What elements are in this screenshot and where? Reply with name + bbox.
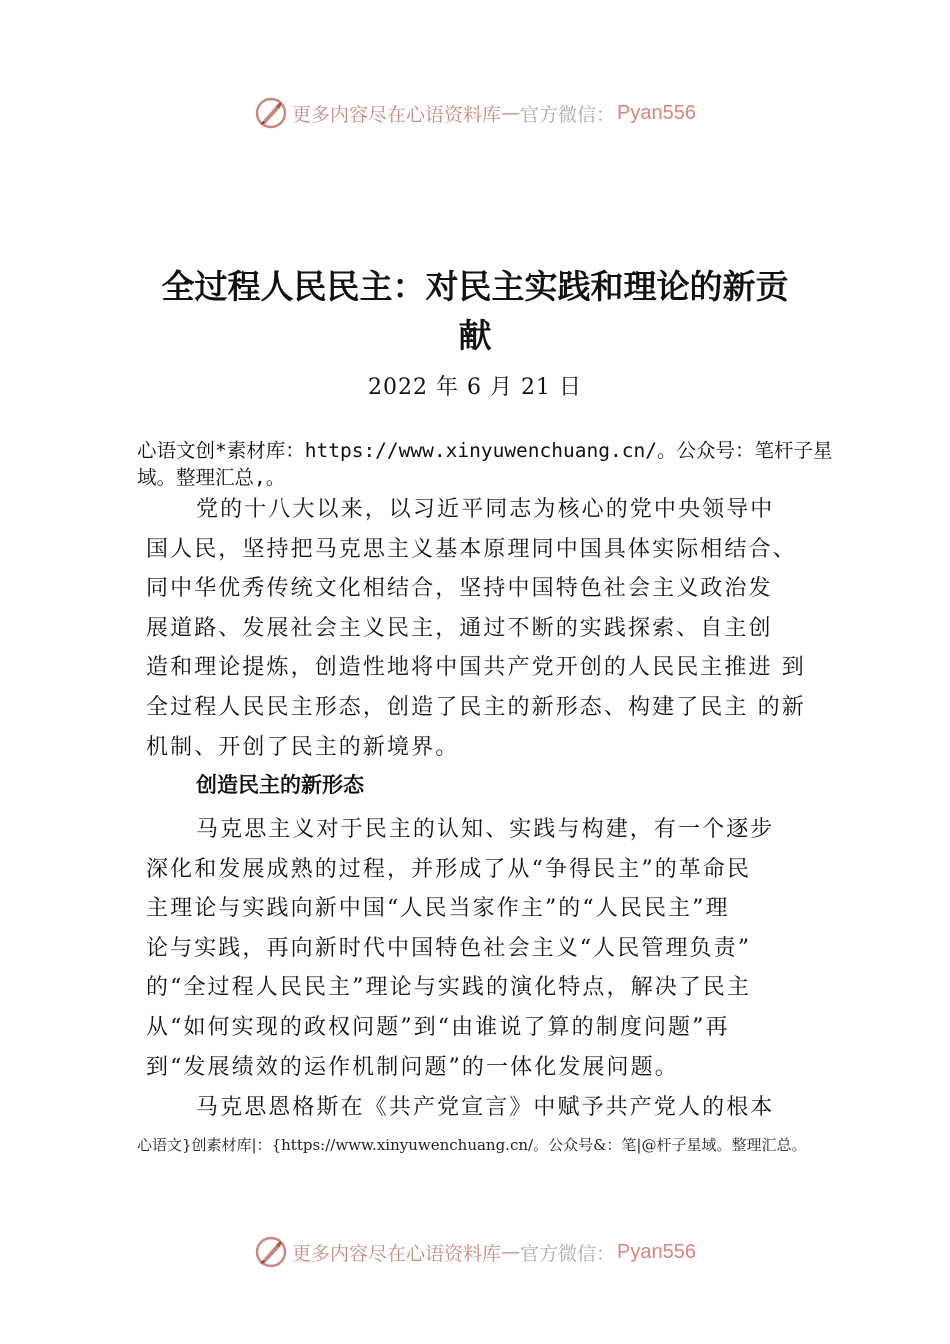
- banner-wechat-id: Pyan556: [617, 101, 696, 124]
- paragraph-line: 到“发展绩效的运作机制问题”的一体化发展问题。: [146, 1054, 679, 1080]
- paragraph-line: 国人民，坚持把马克思主义基本原理同中国具体实际相结合、: [146, 536, 797, 562]
- banner-label: 官方微信：: [520, 1242, 616, 1265]
- paragraph-line: 同中华优秀传统文化相结合，坚持中国特色社会主义政治发: [146, 576, 773, 602]
- title-line-1: 全过程人民民主：对民主实践和理论的新贡: [161, 267, 789, 306]
- title-line-2: 献: [458, 316, 492, 355]
- banner-separator: —: [501, 1241, 521, 1263]
- document-title: [130, 262, 820, 360]
- paragraph-line: 深化和发展成熟的过程，并形成了从“争得民主”的革命民: [146, 856, 752, 882]
- banner-wechat-id: Pyan556: [617, 1240, 696, 1263]
- banner-label: 官方微信：: [520, 103, 616, 126]
- section-heading: 创造民主的新形态: [196, 773, 364, 797]
- paragraph-line: 主理论与实践向新中国“人民当家作主”的“人民民主”理: [146, 896, 730, 922]
- footer-banner: [0, 1232, 950, 1272]
- header-banner: [0, 93, 950, 133]
- paragraph-line: 党的十八大以来，以习近平同志为核心的党中央领导中: [196, 497, 775, 522]
- pen-logo-icon: [254, 96, 288, 130]
- paragraph-line: 展道路、发展社会主义民主，通过不断的实践探索、自主创: [146, 615, 773, 641]
- paragraph-1: [146, 490, 836, 767]
- paragraph-line: 造和理论提炼，创造性地将中国共产党开创的人民民主推进 到: [146, 655, 806, 681]
- footer-source-note: 心语文}创素材库|：{https://www.xinyuwenchuang.cn/。公众号&：笔|@杆子星域。整理汇总。: [137, 1136, 807, 1154]
- paragraph-line: 全过程人民民主形态，创造了民主的新形态、构建了民主 的新: [146, 694, 806, 720]
- paragraph-line: 马克思恩格斯在《共产党宣言》中赋予共产党人的根本: [196, 1095, 775, 1120]
- paragraph-line: 的“全过程人民民主”理论与实践的演化特点，解决了民主: [146, 975, 752, 1001]
- paragraph-line: 机制、开创了民主的新境界。: [146, 734, 460, 760]
- paragraph-line: 论与实践，再向新时代中国特色社会主义“人民管理负责”: [146, 935, 752, 961]
- source-note: 心语文创*素材库：https://www.xinyuwenchuang.cn/。公众号：笔杆子星域。整理汇总,。: [137, 439, 833, 489]
- banner-main-text: 更多内容尽在心语资料库: [292, 103, 502, 126]
- pen-logo-icon: [254, 1235, 288, 1269]
- paragraph-3: [146, 1088, 836, 1128]
- paragraph-2: [146, 810, 836, 1087]
- paragraph-line: 马克思主义对于民主的认知、实践与构建，有一个逐步: [196, 817, 775, 842]
- paragraph-line: 从“如何实现的政权问题”到“由谁说了算的制度问题”再: [146, 1014, 730, 1040]
- banner-main-text: 更多内容尽在心语资料库: [292, 1242, 502, 1265]
- banner-separator: —: [501, 102, 521, 124]
- publish-date: 2022 年 6 月 21 日: [368, 375, 582, 400]
